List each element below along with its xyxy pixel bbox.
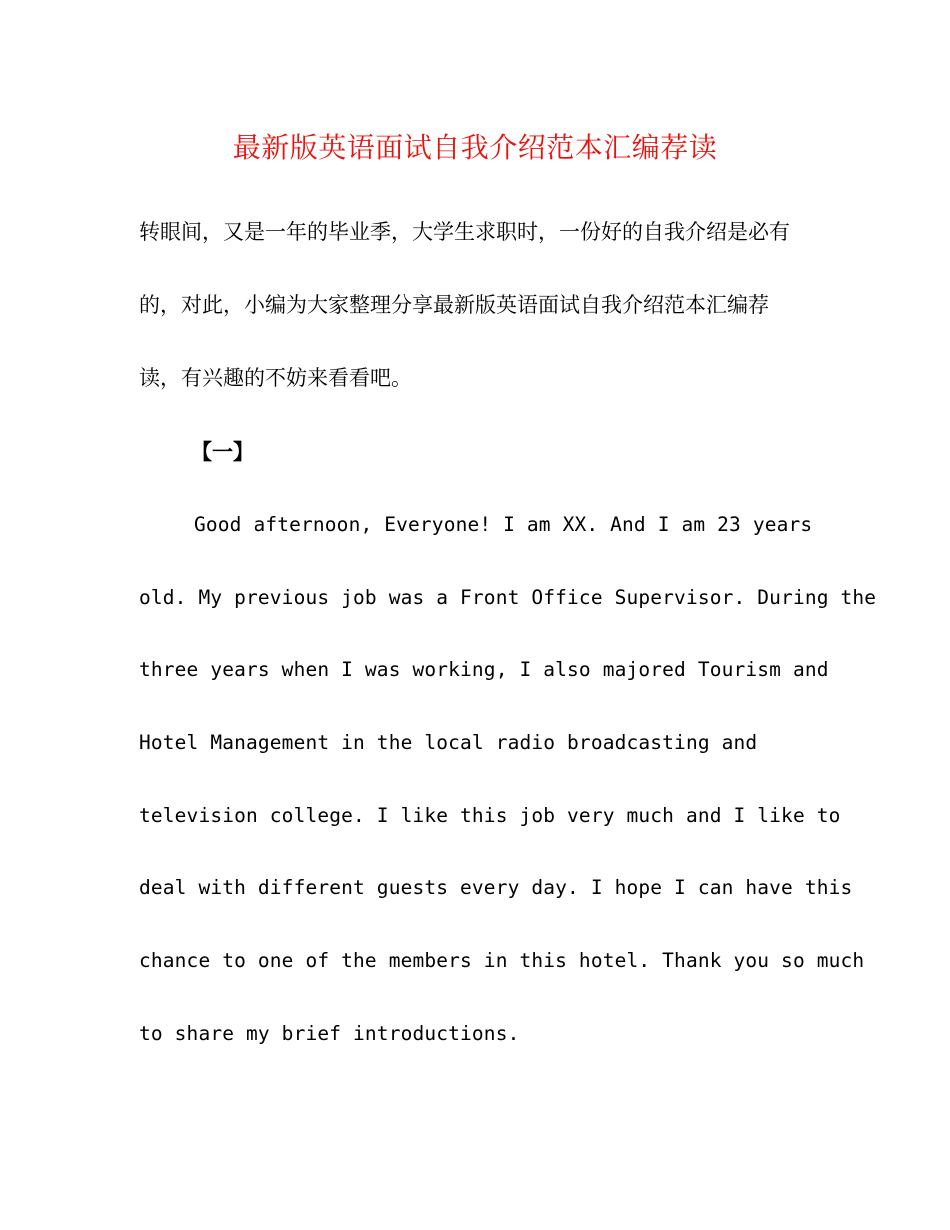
body-line: old. My previous job was a Front Office Supervisor. During the [139,586,877,609]
body-line: chance to one of the members in this hotel. Thank you so much [139,949,865,972]
intro-line: 的，对此，小编为大家整理分享最新版英语面试自我介绍范本汇编荐 [139,293,769,317]
intro-line: 转眼间，又是一年的毕业季，大学生求职时，一份好的自我介绍是必有 [139,220,790,244]
body-line: television college. I like this job very much and I like to [139,804,841,827]
body-line: Good afternoon, Everyone! I am XX. And I am 23 years [194,513,813,536]
body-line: deal with different guests every day. I hope I can have this [139,876,853,899]
body-line: Hotel Management in the local radio broadcasting and [139,731,758,754]
body-line: three years when I was working, I also majored Tourism and [139,658,829,681]
document-title: 最新版英语面试自我介绍范本汇编荐读 [232,131,718,164]
section-heading: 【一】 [191,440,254,464]
body-line: to share my brief introductions. [139,1022,520,1045]
intro-line: 读，有兴趣的不妨来看看吧。 [139,366,412,390]
